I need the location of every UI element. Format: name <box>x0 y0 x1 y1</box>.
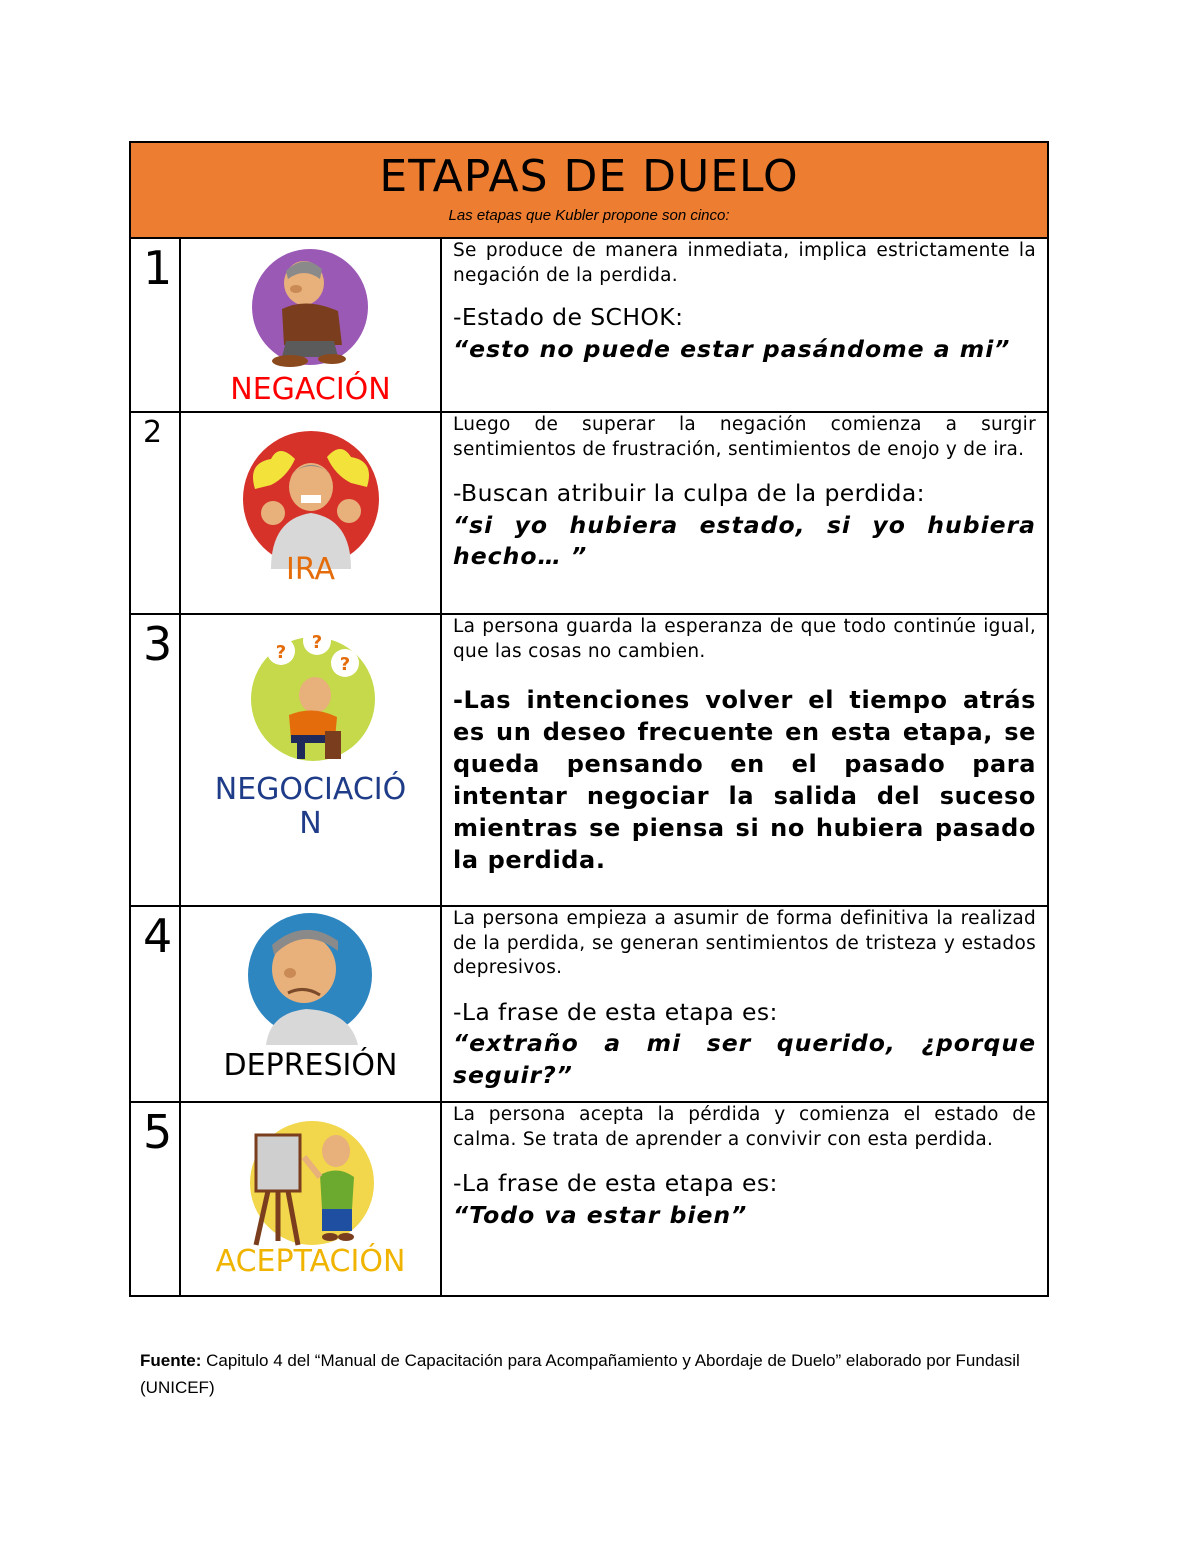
stage-quote: “si yo hubiera estado, si yo hubiera hecho… ” <box>453 510 1037 570</box>
sad-man-icon <box>246 911 376 1045</box>
stage-description: La persona guarda la esperanza de que todo continúe igual, que las cosas no cambien. <box>453 616 1037 662</box>
stage-label-line1: NEGOCIACIÓ <box>214 772 407 807</box>
stage-row <box>130 238 1048 412</box>
page-title: ETAPAS DE DUELO <box>379 151 799 202</box>
stage-quote: “Todo va estar bien” <box>453 1200 748 1229</box>
footnote-label: Fuente: <box>140 1351 202 1370</box>
angry-man-icon <box>241 429 381 569</box>
svg-text:?: ? <box>275 642 286 663</box>
svg-text:?: ? <box>311 632 322 653</box>
stage-label: NEGACIÓN <box>230 372 391 407</box>
stage-description: La persona acepta la pérdida y comienza el estado de calma. Se trata de aprender a convivir con esta perdida. <box>453 1104 1037 1150</box>
confused-man-icon <box>241 623 381 763</box>
man-seated-icon <box>246 249 376 373</box>
stage-emphasis-lead: -La frase de esta etapa es: <box>453 997 778 1026</box>
stages-table <box>129 141 1049 1297</box>
stage-quote: “esto no puede estar pasándome a mi” <box>453 334 1011 363</box>
stage-row <box>130 412 1048 614</box>
table-header <box>130 142 1048 238</box>
svg-text:?: ? <box>339 654 350 675</box>
stage-description: Luego de superar la negación comienza a surgir sentimientos de frustración, sentimientos de enojo y de ira. <box>453 414 1037 460</box>
stage-number: 3 <box>143 617 173 671</box>
stage-emphasis-lead: -Buscan atribuir la culpa de la perdida: <box>453 479 925 507</box>
stage-label: IRA <box>286 552 335 587</box>
stage-row <box>130 906 1048 1102</box>
stage-number: 1 <box>143 241 173 295</box>
stage-emphasis-lead: -Estado de SCHOK: <box>453 303 684 331</box>
stage-label: DEPRESIÓN <box>223 1048 398 1083</box>
page-subtitle: Las etapas que Kubler propone son cinco: <box>448 207 730 224</box>
source-footnote <box>140 1347 1060 1401</box>
stage-number: 5 <box>143 1105 173 1159</box>
stage-description: La persona empieza a asumir de forma definitiva la realizad de la perdida, se generan sentimientos de tristeza y estados depresivos. <box>453 908 1037 978</box>
stage-emphasis-lead: -La frase de esta etapa es: <box>453 1169 778 1197</box>
stage-label: ACEPTACIÓN <box>215 1244 406 1279</box>
stage-number: 2 <box>143 415 163 450</box>
painter-man-icon <box>246 1117 376 1251</box>
stage-description: Se produce de manera inmediata, implica estrictamente la negación de la perdida. <box>453 240 1037 286</box>
stage-label-line2: N <box>299 806 322 841</box>
stage-row <box>130 614 1048 906</box>
stage-number: 4 <box>143 909 173 963</box>
stage-emphasis: -Las intenciones volver el tiempo atrás es un deseo frecuente en esta etapa, se queda pensando en el pasado para intentar negociar la salida del suceso mientras se piensa si no hubiera pasado la perdida. <box>453 686 1037 874</box>
stage-row <box>130 1102 1048 1296</box>
footnote-text: Capitulo 4 del “Manual de Capacitación para Acompañamiento y Abordaje de Duelo” elaborado por Fundasil (UNICEF) <box>140 1351 1020 1397</box>
stage-quote: “extraño a mi ser querido, ¿porque seguir?” <box>453 1029 1037 1089</box>
